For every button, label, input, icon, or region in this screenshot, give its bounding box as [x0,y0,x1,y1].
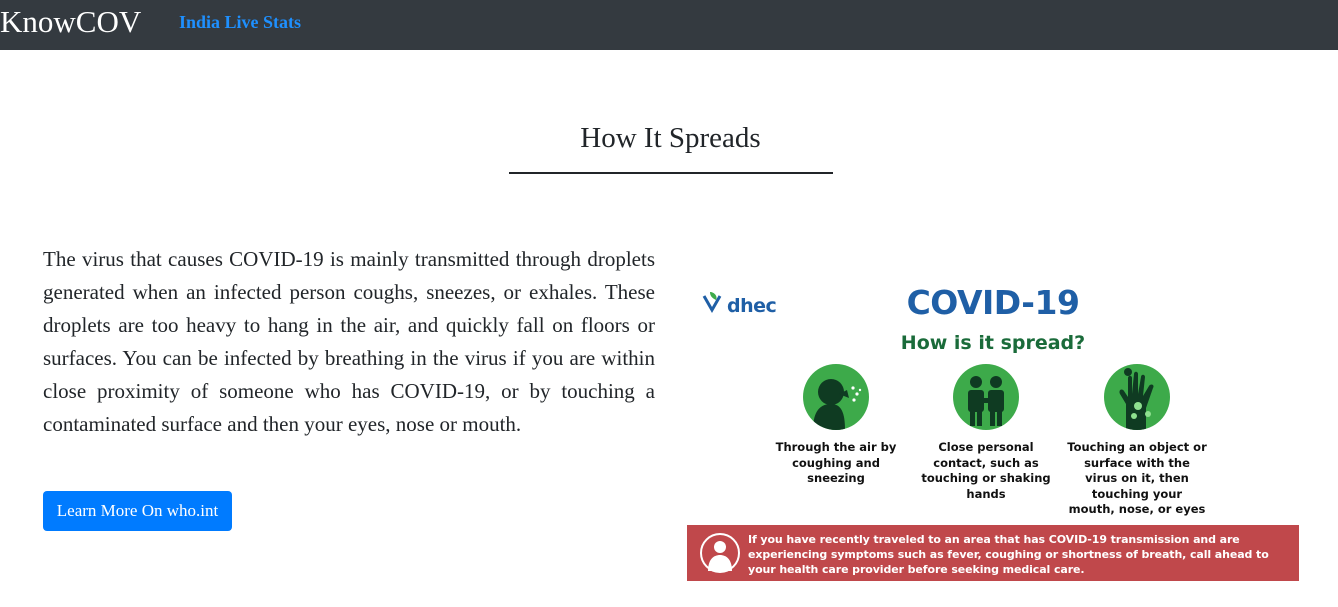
dhec-logo-text: dhec [727,295,777,317]
spread-description: The virus that causes COVID-19 is mainly transmitted through droplets generated when an infected person coughs, sneezes, or exhales. These droplets are too heavy to hang in the air, and quickly fall on floors or surfaces. You can be infected by breathing in the virus if you are within close proximity of someone who has COVID-19, or by touching a contaminated surface and then your eyes, nose or mouth. [43,247,655,436]
sick-person-icon [700,533,740,573]
spread-item-caption: Through the air by coughing and sneezing [775,440,897,485]
section-title: How It Spreads [580,122,761,154]
nav-link-india-live-stats[interactable]: India Live Stats [179,12,302,32]
title-underline [509,172,833,174]
travel-warning-banner [687,525,1299,581]
hand-virus-icon [1104,364,1170,430]
coughing-icon [803,364,869,430]
infographic-subtitle: How is it spread? [900,332,1086,354]
spread-item [766,364,906,487]
spread-item [1067,364,1207,518]
people-contact-icon [953,364,1019,430]
spread-item [916,364,1056,502]
infographic-title: COVID-19 [906,283,1080,322]
spread-item-caption: Touching an object or surface with the virus on it, then touching your mouth, nose, or eyes [1067,440,1207,516]
covid-spread-infographic [687,268,1299,582]
learn-more-button[interactable]: Learn More On who.int [43,491,232,531]
travel-warning-text: If you have recently traveled to an area that has COVID-19 transmission and are experiencing symptoms such as fever, coughing or shortness of breath, call ahead to your health care provider before seeking medical care. [748,533,1269,576]
brand-logo[interactable]: KnowCOV [0,4,142,39]
top-navbar [0,0,1338,50]
spread-item-caption: Close personal contact, such as touching or shaking hands [921,440,1051,501]
